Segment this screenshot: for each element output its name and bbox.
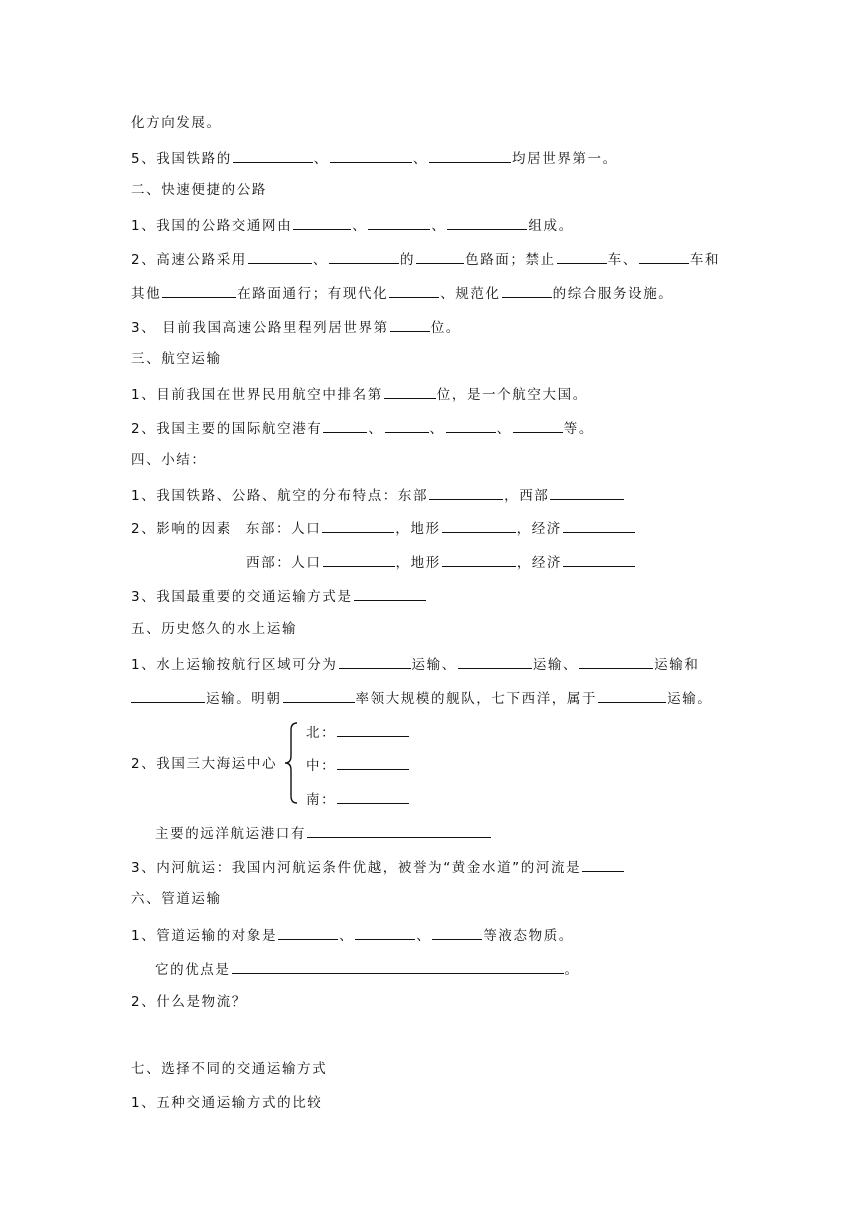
text: 车和 — [689, 252, 721, 268]
question-water-transport — [131, 654, 699, 674]
text: 它的优点是 — [155, 962, 231, 978]
blank[interactable] — [283, 688, 355, 703]
text: ，地形 — [395, 521, 441, 537]
text: 1、我国的公路交通网由 — [131, 218, 293, 234]
text: 中： — [306, 758, 337, 774]
text: 等。 — [563, 421, 594, 437]
text: 均居世界第一。 — [512, 151, 618, 167]
text: 。 — [564, 962, 580, 978]
blank[interactable] — [354, 586, 426, 601]
blank[interactable] — [329, 249, 399, 264]
heading: 二、快速便捷的公路 — [131, 182, 267, 198]
blank[interactable] — [355, 925, 415, 940]
heading: 四、小结： — [131, 452, 207, 468]
blank[interactable] — [429, 148, 511, 163]
question-inland-river — [131, 857, 625, 877]
text: 运输、 — [532, 657, 579, 673]
blank[interactable] — [385, 418, 429, 433]
text: 西部：人口 — [246, 555, 322, 571]
text: ，经济 — [516, 555, 563, 571]
blank[interactable] — [293, 215, 351, 230]
text: 等液态物质。 — [483, 928, 574, 944]
blank[interactable] — [384, 384, 436, 399]
blank[interactable] — [557, 249, 607, 264]
text: 位。 — [430, 320, 461, 336]
text: ，西部 — [504, 488, 550, 504]
question-aviation-rank — [131, 384, 588, 404]
sea-centers-label — [131, 755, 277, 773]
heading: 六、管道运输 — [131, 891, 222, 907]
section-heading-3 — [131, 350, 222, 368]
curly-brace-icon — [284, 722, 298, 804]
blank[interactable] — [582, 857, 624, 872]
text: 运输。 — [667, 691, 713, 707]
blank[interactable] — [330, 148, 412, 163]
section-heading-5 — [131, 620, 297, 638]
text: 、 — [313, 151, 329, 167]
question-logistics — [131, 993, 247, 1011]
text: 1、五种交通运输方式的比较 — [131, 1095, 323, 1111]
text: 运输和 — [654, 657, 700, 673]
text: 、 — [416, 928, 432, 944]
blank[interactable] — [550, 485, 624, 500]
question-pipeline-advantages — [155, 959, 580, 979]
blank[interactable] — [446, 418, 496, 433]
question-expressway-cont — [131, 283, 673, 303]
question-5-railway — [131, 148, 618, 168]
question-ocean-ports — [155, 823, 492, 843]
question-distribution — [131, 485, 625, 505]
text: 1、我国铁路、公路、航空的分布特点：东部 — [131, 488, 429, 504]
text: 组成。 — [528, 218, 574, 234]
text: 在路面通行；有现代化 — [237, 286, 389, 302]
blank[interactable] — [502, 283, 552, 298]
section-heading-6 — [131, 890, 222, 908]
blank[interactable] — [322, 518, 394, 533]
blank[interactable] — [458, 654, 532, 669]
text: 北： — [306, 725, 337, 741]
blank[interactable] — [248, 249, 312, 264]
text: 、 — [339, 928, 355, 944]
blank[interactable] — [432, 925, 482, 940]
question-important-mode — [131, 586, 427, 606]
question-compare-modes — [131, 1094, 322, 1112]
text: 其他 — [131, 286, 162, 302]
text: 车、 — [607, 252, 638, 268]
question-expressway — [131, 249, 720, 269]
text: 1、水上运输按航行区域可分为 — [131, 657, 338, 673]
question-highway-network — [131, 215, 574, 235]
blank[interactable] — [368, 215, 430, 230]
text: 、 — [431, 218, 447, 234]
blank[interactable] — [447, 215, 527, 230]
sea-center-south — [306, 789, 410, 809]
blank[interactable] — [416, 249, 464, 264]
blank[interactable] — [429, 485, 503, 500]
blank[interactable] — [339, 654, 411, 669]
text: 3、内河航运：我国内河航运条件优越，被誉为“黄金水道”的河流是 — [131, 860, 582, 876]
text: 5、我国铁路的 — [131, 151, 232, 167]
text: 的 — [400, 252, 416, 268]
blank[interactable] — [639, 249, 689, 264]
text: 东部：人口 — [245, 521, 322, 537]
question-expressway-rank — [131, 317, 461, 337]
blank[interactable] — [337, 755, 409, 770]
text: 2、我国三大海运中心 — [131, 756, 278, 772]
blank[interactable] — [307, 823, 491, 838]
text: 色路面；禁止 — [465, 252, 556, 268]
text: 、 — [312, 252, 328, 268]
text: 运输、 — [411, 657, 457, 673]
text: 化方向发展。 — [131, 115, 222, 131]
question-airports — [131, 418, 594, 438]
blank[interactable] — [513, 418, 563, 433]
sea-center-middle — [306, 755, 410, 775]
question-factors-east — [131, 518, 636, 538]
text-line — [131, 114, 222, 132]
blank[interactable] — [337, 789, 409, 804]
text: 率领大规模的舰队，七下西洋，属于 — [355, 691, 598, 707]
heading: 七、选择不同的交通运输方式 — [131, 1061, 328, 1077]
text: 1、管道运输的对象是 — [131, 928, 278, 944]
blank[interactable] — [232, 959, 564, 974]
text: 主要的远洋航运港口有 — [155, 826, 306, 842]
question-factors-west — [246, 552, 636, 572]
text: 、规范化 — [440, 286, 501, 302]
section-heading-4 — [131, 451, 207, 469]
blank[interactable] — [563, 552, 635, 567]
blank[interactable] — [323, 418, 367, 433]
blank[interactable] — [162, 283, 236, 298]
question-water-transport-cont — [131, 688, 712, 708]
text: 、 — [412, 151, 429, 167]
text: 、 — [352, 218, 368, 234]
blank[interactable] — [131, 688, 205, 703]
text: 、 — [429, 421, 445, 437]
text: 2、高速公路采用 — [131, 252, 247, 268]
blank[interactable] — [233, 148, 313, 163]
text: 位，是一个航空大国。 — [436, 387, 588, 403]
text: ，地形 — [395, 555, 441, 571]
section-heading-2 — [131, 181, 267, 199]
blank[interactable] — [442, 552, 516, 567]
blank[interactable] — [323, 552, 395, 567]
text: 运输。明朝 — [206, 691, 282, 707]
section-heading-7 — [131, 1060, 327, 1078]
blank[interactable] — [390, 317, 430, 332]
blank[interactable] — [389, 283, 439, 298]
text: 3、 目前我国高速公路里程列居世界第 — [131, 320, 389, 336]
question-pipeline-objects — [131, 925, 574, 945]
text: 2、什么是物流？ — [131, 994, 247, 1010]
text: 的综合服务设施。 — [552, 286, 674, 302]
blank[interactable] — [563, 518, 635, 533]
text: 3、我国最重要的交通运输方式是 — [131, 589, 353, 605]
blank[interactable] — [598, 688, 666, 703]
blank[interactable] — [337, 722, 409, 737]
blank[interactable] — [278, 925, 338, 940]
text: 、 — [368, 421, 384, 437]
sea-center-north — [306, 722, 410, 742]
text: 、 — [496, 421, 512, 437]
text: 南： — [306, 792, 337, 808]
text: ，经济 — [516, 521, 562, 537]
heading: 五、历史悠久的水上运输 — [131, 621, 298, 637]
text: 2、影响的因素 — [131, 521, 232, 537]
heading: 三、航空运输 — [131, 351, 222, 367]
text: 2、我国主要的国际航空港有 — [131, 421, 323, 437]
blank[interactable] — [442, 518, 516, 533]
text: 1、目前我国在世界民用航空中排名第 — [131, 387, 383, 403]
blank[interactable] — [579, 654, 653, 669]
